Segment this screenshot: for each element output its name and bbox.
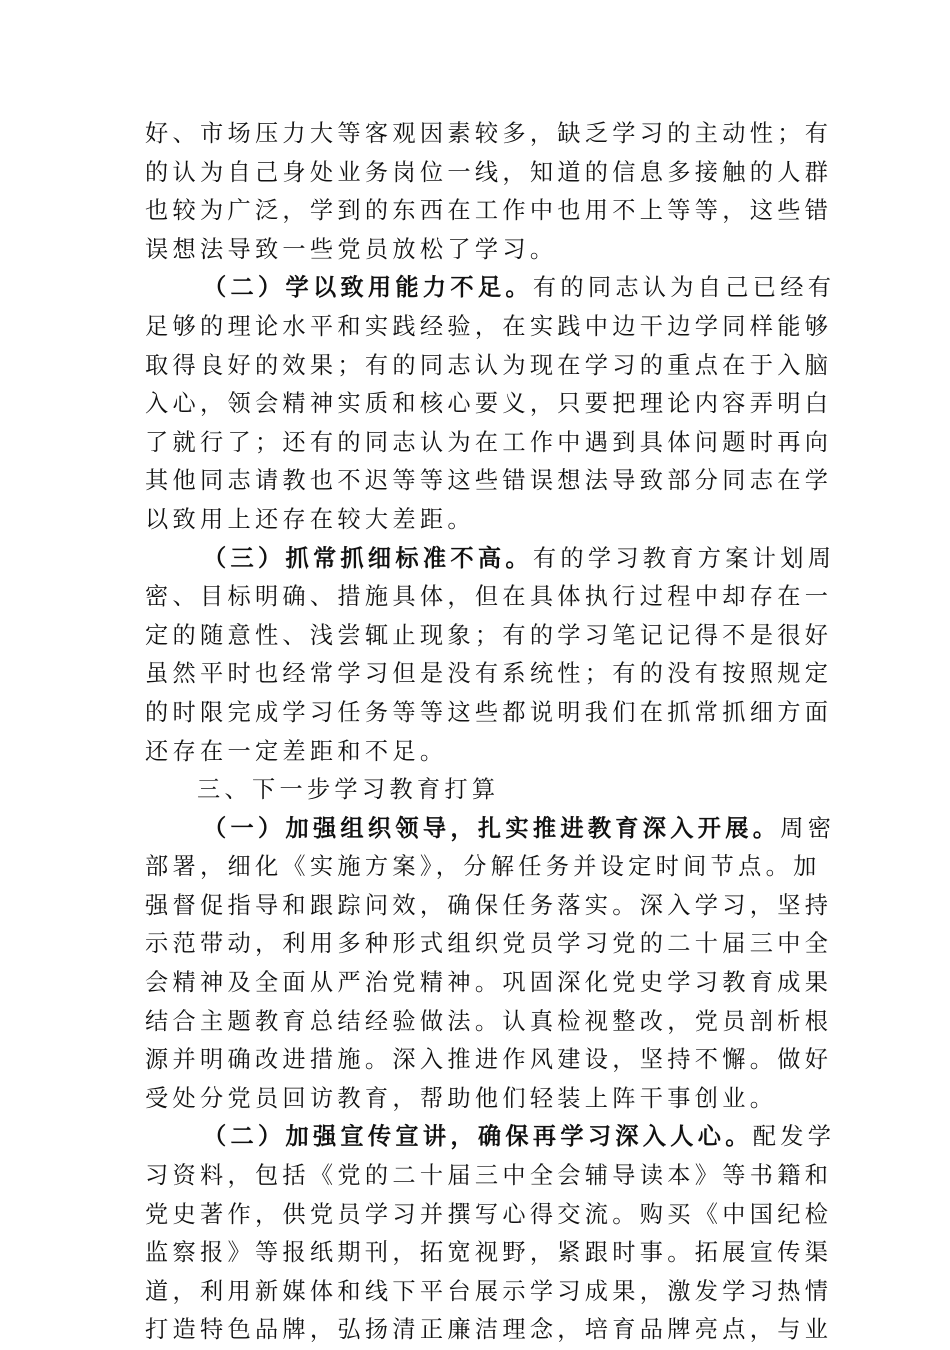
text-line	[145, 655, 833, 694]
line-text: 取得良好的效果；有的同志认为现在学习的重点在于入脑	[145, 351, 833, 379]
line-text: 有的学习教育方案计划周	[532, 544, 836, 572]
line-text: 道，利用新媒体和线下平台展示学习成果，激发学习热情	[145, 1277, 833, 1305]
line-text: 以致用上还存在较大差距。	[145, 505, 475, 533]
text-line	[145, 1003, 833, 1042]
text-line	[145, 617, 833, 656]
line-text: 党史著作，供党员学习并撰写心得交流。购买《中国纪检	[145, 1200, 833, 1228]
line-text: 习资料，包括《党的二十届三中全会辅导读本》等书籍和	[145, 1162, 833, 1190]
line-text: 监察报》等报纸期刊，拓宽视野，紧跟时事。拓展宣传渠	[145, 1239, 833, 1267]
text-line	[145, 964, 833, 1003]
line-text: 结合主题教育总结经验做法。认真检视整改，党员剖析根	[145, 1007, 833, 1035]
line-text: 三、下一步学习教育打算	[197, 776, 500, 804]
line-text: 受处分党员回访教育，帮助他们轻装上阵干事创业。	[145, 1084, 778, 1112]
text-line	[145, 733, 807, 772]
line-text: 还存在一定差距和不足。	[145, 737, 448, 765]
text-line	[145, 424, 833, 463]
paragraph-first-line	[145, 540, 836, 579]
line-text: 也较为广泛，学到的东西在工作中也用不上等等，这些错	[145, 197, 833, 225]
line-text: 误想法导致一些党员放松了学习。	[145, 235, 558, 263]
text-line	[145, 154, 833, 193]
line-text: 虽然平时也经常学习但是没有系统性；有的没有按照规定	[145, 660, 833, 688]
text-line	[145, 1157, 833, 1196]
text-line	[145, 848, 821, 887]
text-line	[145, 1273, 833, 1312]
subsection-title: （三）抓常抓细标准不高。	[203, 544, 533, 572]
text-line	[145, 694, 833, 733]
line-text: 好、市场压力大等客观因素较多，缺乏学习的主动性；有	[145, 120, 833, 147]
line-text: 会精神及全面从严治党精神。巩固深化党史学习教育成果	[145, 969, 833, 997]
text-line	[145, 347, 833, 386]
line-text: 打造特色品牌，弘扬清正廉洁理念，培育品牌亮点，与业	[145, 1316, 833, 1344]
text-line	[145, 578, 833, 617]
document-body	[145, 115, 836, 1350]
paragraph-first-line	[145, 810, 836, 849]
text-line	[145, 115, 833, 154]
line-text: 周密	[780, 814, 836, 842]
text-line	[145, 925, 833, 964]
subsection-title: （二）加强宣传宣讲，确保再学习深入人心。	[203, 1123, 753, 1151]
line-text: 的认为自己身处业务岗位一线，知道的信息多接触的人群	[145, 158, 833, 186]
subsection-title: （一）加强组织领导，扎实推进教育深入开展。	[203, 814, 781, 842]
line-text: 足够的理论水平和实践经验，在实践中边干边学同样能够	[145, 312, 833, 340]
text-line	[145, 385, 833, 424]
text-line	[145, 192, 833, 231]
line-text: 部署，细化《实施方案》，分解任务并设定时间节点。加	[145, 853, 821, 881]
text-line	[145, 887, 833, 926]
text-line	[145, 1041, 833, 1080]
subsection-title: （二）学以致用能力不足。	[203, 274, 533, 302]
line-text: 其他同志请教也不迟等等这些错误想法导致部分同志在学	[145, 467, 833, 495]
text-line	[145, 1311, 833, 1350]
text-line	[145, 231, 807, 270]
line-text: 强督促指导和跟踪问效，确保任务落实。深入学习，坚持	[145, 891, 833, 919]
text-line	[145, 308, 833, 347]
line-text: 入心，领会精神实质和核心要义，只要把理论内容弄明白	[145, 390, 833, 418]
section-heading	[145, 771, 807, 810]
line-text: 了就行了；还有的同志认为在工作中遇到具体问题时再向	[145, 428, 833, 456]
text-line	[145, 1196, 833, 1235]
line-text: 的时限完成学习任务等等这些都说明我们在抓常抓细方面	[145, 698, 833, 726]
line-text: 源并明确改进措施。深入推进作风建设，坚持不懈。做好	[145, 1046, 833, 1074]
paragraph-first-line	[145, 269, 836, 308]
line-text: 定的随意性、浅尝辄止现象；有的学习笔记记得不是很好	[145, 621, 833, 649]
line-text: 密、目标明确、措施具体，但在具体执行过程中却存在一	[145, 583, 833, 611]
text-line	[145, 1234, 833, 1273]
paragraph-first-line	[145, 1118, 836, 1157]
text-line	[145, 1080, 807, 1119]
text-line	[145, 462, 833, 501]
line-text: 配发学	[752, 1123, 836, 1151]
text-line	[145, 501, 807, 540]
line-text: 有的同志认为自己已经有	[532, 274, 836, 302]
line-text: 示范带动，利用多种形式组织党员学习党的二十届三中全	[145, 930, 833, 958]
